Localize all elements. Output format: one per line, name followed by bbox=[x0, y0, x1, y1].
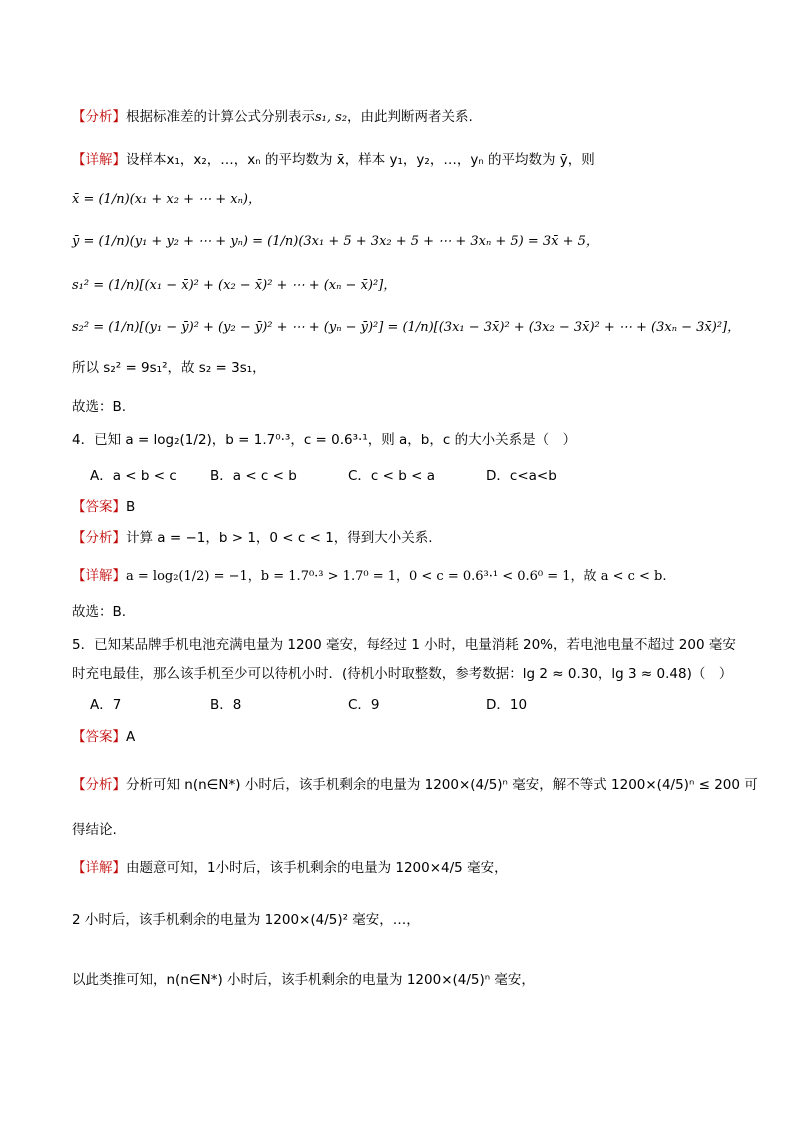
q5-analysis-b: 得结论. bbox=[72, 822, 117, 838]
q3-detail-text: 设样本x₁，x₂，…，xₙ 的平均数为 x̄，样本 y₁，y₂，…，yₙ 的平均数为 ȳ，则 bbox=[126, 152, 595, 168]
q5-option-b: B．8 bbox=[210, 697, 242, 713]
q5-stem-1: 5．已知某品牌手机电池充满电量为 1200 毫安，每经过 1 小时，电量消耗 20%，若电池电量不超过 200 毫安 bbox=[72, 637, 736, 653]
answer-tag: 【答案】 bbox=[72, 499, 126, 515]
q4-analysis-line bbox=[72, 528, 433, 548]
q5-detail-3: 以此类推可知，n(n∈N*) 小时后，该手机剩余的电量为 1200×(4/5)ⁿ 毫安， bbox=[72, 972, 535, 988]
q3-analysis-tail: ，由此判断两者关系. bbox=[347, 109, 473, 125]
q5-answer: A bbox=[126, 729, 136, 745]
q4-detail: a = log₂(1/2) = −1，b = 1.7⁰·³ > 1.7⁰ = 1，0 < c = 0.6³·¹ < 0.6⁰ = 1，故 a < c < b. bbox=[126, 569, 667, 584]
q4-stem: 4．已知 a = log₂(1/2)，b = 1.7⁰·³，c = 0.6³·¹，则 a，b，c 的大小关系是（ ） bbox=[72, 432, 577, 448]
q5-detail-2: 2 小时后，该手机剩余的电量为 1200×(4/5)² 毫安，…， bbox=[72, 912, 420, 928]
q4-option-d: D．c<a<b bbox=[486, 468, 557, 484]
q5-detail-line bbox=[72, 858, 508, 878]
analysis-tag: 【分析】 bbox=[72, 777, 126, 793]
q3-detail-line bbox=[72, 150, 595, 170]
q3-analysis-line bbox=[72, 107, 473, 128]
q5-stem-2: 时充电最佳，那么该手机至少可以待机小时．(待机小时取整数，参考数据：lg 2 ≈ 0.30，lg 3 ≈ 0.48)（ ） bbox=[72, 666, 733, 682]
q3-choice: 故选：B. bbox=[72, 399, 127, 415]
detail-tag: 【详解】 bbox=[72, 860, 126, 876]
q4-option-c: C．c < b < a bbox=[348, 468, 435, 484]
q3-eq2: ȳ = (1/n)(y₁ + y₂ + ⋯ + yₙ) = (1/n)(3x₁ + 5 + 3x₂ + 5 + ⋯ + 3xₙ + 5) = 3x̄ + 5， bbox=[72, 234, 599, 249]
q4-option-b: B．a < c < b bbox=[210, 468, 297, 484]
analysis-tag: 【分析】 bbox=[72, 109, 126, 125]
q3-eq4: s₂² = (1/n)[(y₁ − ȳ)² + (y₂ − ȳ)² + ⋯ + (yₙ − ȳ)²] = (1/n)[(3x₁ − 3x̄)² + (3x₂ − 3x̄)² + ⋯ + (3xₙ − 3x̄)²]， bbox=[72, 320, 741, 335]
q4-answer: B bbox=[126, 499, 136, 515]
q5-option-c: C．9 bbox=[348, 697, 380, 713]
q3-conclusion: 所以 s₂² = 9s₁²，故 s₂ = 3s₁， bbox=[72, 360, 266, 376]
q4-analysis: 计算 a = −1，b > 1，0 < c < 1，得到大小关系. bbox=[126, 530, 433, 546]
q3-analysis-math: s₁, s₂ bbox=[315, 110, 348, 125]
q4-choice: 故选：B. bbox=[72, 604, 127, 620]
detail-tag: 【详解】 bbox=[72, 568, 126, 584]
q3-analysis-text: 根据标准差的计算公式分别表示 bbox=[126, 109, 315, 125]
q5-option-d: D．10 bbox=[486, 697, 528, 713]
q5-analysis-line bbox=[72, 775, 758, 795]
detail-tag: 【详解】 bbox=[72, 152, 126, 168]
q4-detail-line bbox=[72, 566, 667, 587]
q5-option-a: A．7 bbox=[90, 697, 122, 713]
q5-analysis-a: 分析可知 n(n∈N*) 小时后，该手机剩余的电量为 1200×(4/5)ⁿ 毫安，解不等式 1200×(4/5)ⁿ ≤ 200 可 bbox=[126, 777, 758, 793]
q3-eq3: s₁² = (1/n)[(x₁ − x̄)² + (x₂ − x̄)² + ⋯ + (xₙ − x̄)²]， bbox=[72, 278, 397, 293]
q4-answer-line bbox=[72, 497, 135, 517]
q4-option-a: A．a < b < c bbox=[90, 468, 177, 484]
answer-tag: 【答案】 bbox=[72, 729, 126, 745]
q5-answer-line bbox=[72, 727, 135, 747]
q3-eq1: x̄ = (1/n)(x₁ + x₂ + ⋯ + xₙ)， bbox=[72, 192, 261, 207]
q5-detail-1: 由题意可知，1小时后，该手机剩余的电量为 1200×4/5 毫安， bbox=[126, 860, 508, 876]
analysis-tag: 【分析】 bbox=[72, 530, 126, 546]
